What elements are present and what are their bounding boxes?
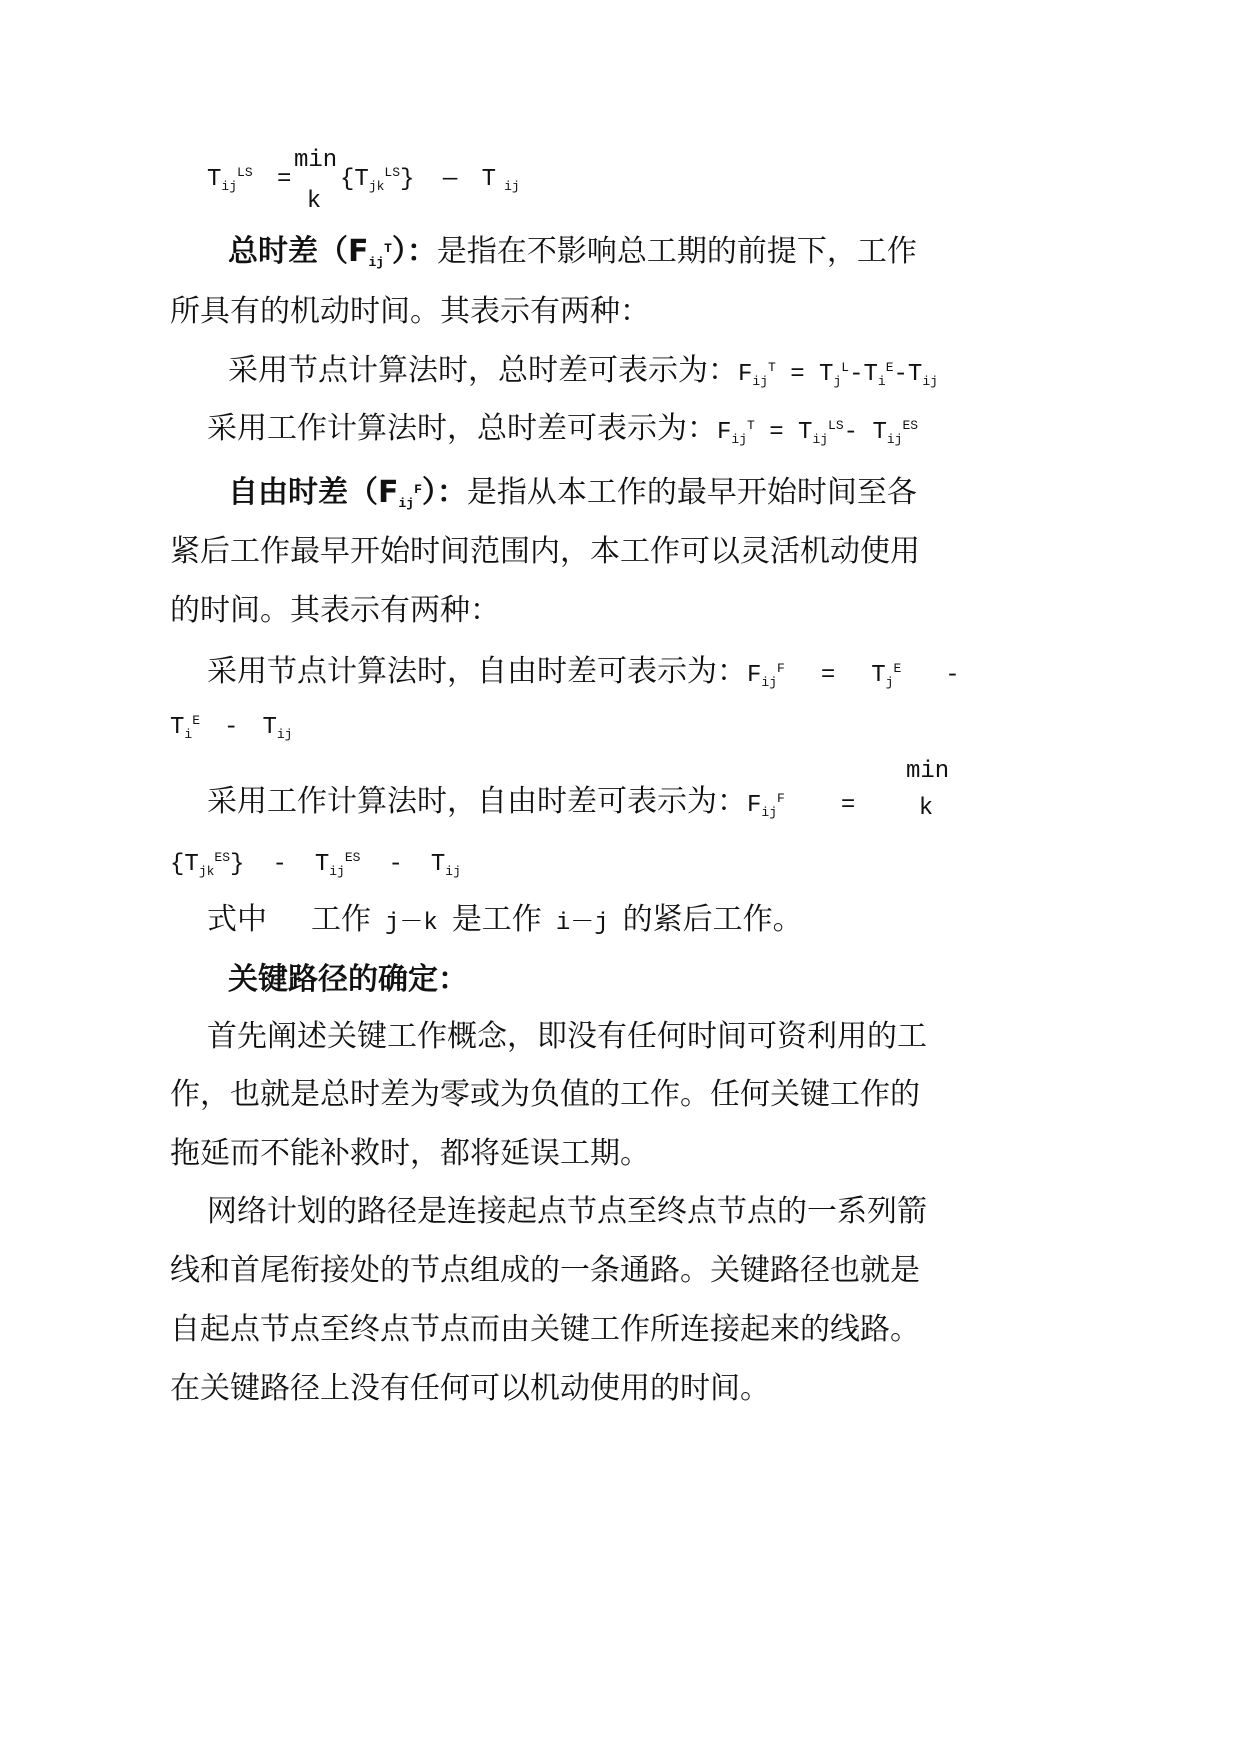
- critical-para2-line-2: 线和首尾衔接处的节点组成的一条通路。关键路径也就是: [170, 1253, 920, 1288]
- free-float-line-1: 自由时差$(F_{ij}^F)$：是指从本工作的最早开始时间至各: [228, 475, 917, 511]
- critical-para1-line-3: 拖延而不能补救时，都将延误工期。: [170, 1136, 650, 1171]
- total-float-work-formula: $F_{ij}^T = T_{ij}^{LS}-$ $T_{ij}^{ES}$: [717, 418, 919, 447]
- total-float-work: 采用工作计算法时，总时差可表示为：$F_{ij}^T = T_{ij}^{LS}-$ $T_{ij}^{ES}$: [207, 411, 919, 447]
- free-float-work: 采用工作计算法时，自由时差可表示为：$F_{ij}^F$ =: [207, 784, 856, 820]
- where-clause: 式中 工作 j－k 是工作 i－j 的紧后工作。: [207, 902, 803, 937]
- free-float-work-min: min k: [906, 758, 950, 822]
- critical-para1-line-2: 作，也就是总时差为零或为负值的工作。任何关键工作的: [170, 1077, 920, 1112]
- critical-para2-line-4: 在关键路径上没有任何可以机动使用的时间。: [170, 1371, 770, 1406]
- formula-ls: $T_{ij}^{LS}$ =: [207, 165, 292, 194]
- free-float-work-formula-2: $\{T_{jk}^{ES}\} - T_{ij}^{ES} - T_{ij}$: [170, 850, 461, 879]
- total-float-line-2: 所具有的机动时间。其表示有两种：: [170, 294, 650, 329]
- total-float-line-1: 总时差$(F_{ij}^T)$：是指在不影响总工期的前提下，工作: [228, 234, 917, 270]
- critical-para2-line-3: 自起点节点至终点节点而由关键工作所连接起来的线路。: [170, 1312, 920, 1347]
- free-float-node-formula-2: $T_i^E - T_{ij}$: [170, 713, 293, 742]
- free-float-node-formula-1: $F_{ij}^F = T_j^E$ -: [747, 661, 960, 690]
- free-float-line-2: 紧后工作最早开始时间范围内，本工作可以灵活机动使用: [170, 534, 920, 569]
- critical-para2-line-1: 网络计划的路径是连接起点节点至终点节点的一系列箭: [207, 1194, 927, 1229]
- total-float-node: 采用节点计算法时，总时差可表示为：$F_{ij}^T = T_j^L-T_i^E-T_{ij}$: [228, 353, 938, 389]
- free-float-node: 采用节点计算法时，自由时差可表示为：$F_{ij}^F = T_j^E$ -: [207, 654, 960, 690]
- free-float-line-3: 的时间。其表示有两种：: [170, 593, 500, 628]
- free-float-work-formula-1: $F_{ij}^F$ =: [747, 791, 856, 820]
- formula-ls-min: min k: [294, 147, 338, 215]
- free-float-heading: 自由时差$(F_{ij}^F)$：: [228, 475, 467, 511]
- total-float-node-formula: $F_{ij}^T = T_j^L-T_i^E-T_{ij}$: [738, 360, 938, 389]
- critical-para1-line-1: 首先阐述关键工作概念，即没有任何时间可资利用的工: [207, 1019, 927, 1054]
- critical-heading: 关键路径的确定：: [228, 962, 468, 997]
- total-float-heading: 总时差$(F_{ij}^T)$：: [228, 234, 437, 270]
- formula-ls-rhs: $\{T_{jk}^{LS}\}$ — T $_{ij}$: [340, 165, 520, 194]
